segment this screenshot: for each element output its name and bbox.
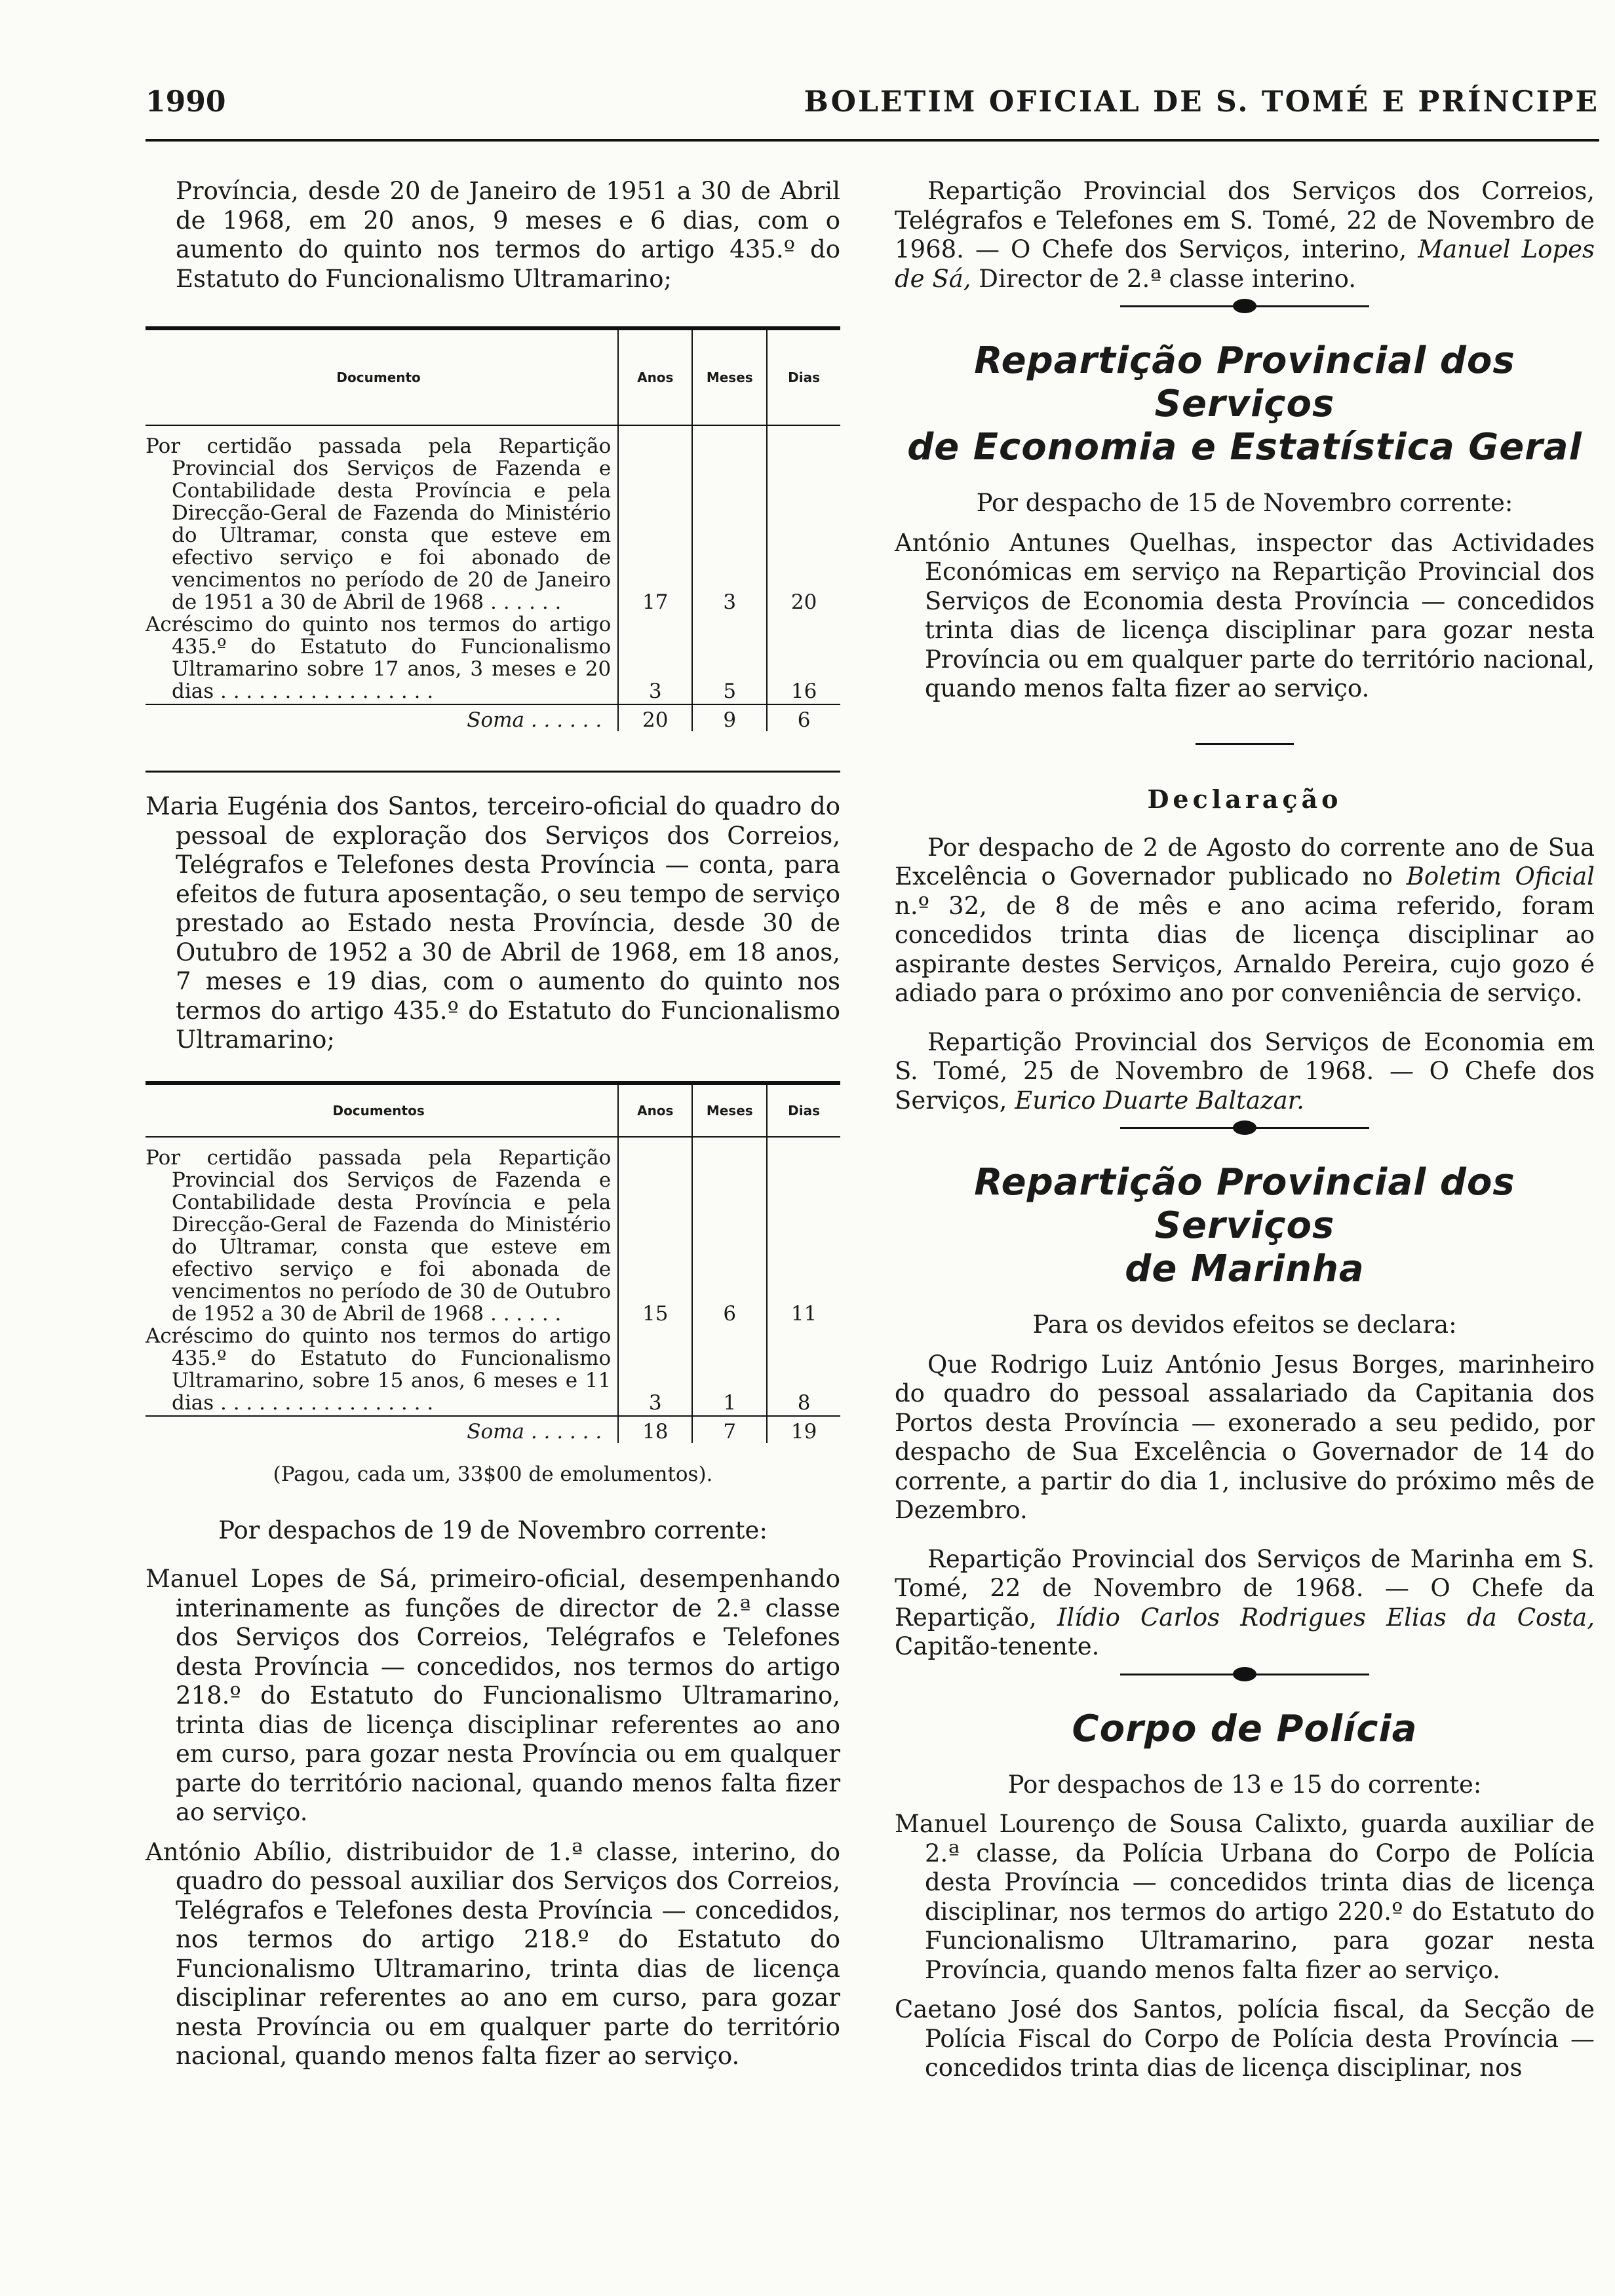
right-column xyxy=(895,177,1595,2083)
antonio-abilio-paragraph: António Abílio, distribuidor de 1.ª classe, interino, do quadro do pessoal auxiliar dos Serviços dos Correios, Telégrafos e Telefones desta Província — concedidos, nos termos do artigo 218.º do Estatuto do Funcionalismo Ultramarino, trinta dias de licença disciplinar referentes ao ano em curso, para gozar nesta Província ou em qualquer parte do território nacional, quando menos falta fizer ao serviço. xyxy=(146,1837,840,2070)
table-cell-meses: 3 xyxy=(692,425,767,613)
table-cell-meses: 5 xyxy=(692,613,767,704)
sum-anos: 20 xyxy=(618,704,692,731)
calixto-paragraph: Manuel Lourenço de Sousa Calixto, guarda auxiliar de 2.ª classe, da Polícia Urbana do Corpo de Polícia desta Província — concedidos trinta dias de licença disciplinar, nos termos do artigo 220.º do Estatuto do Funcionalismo Ultramarino, para gozar nesta Província, quando menos falta fizer ao serviço. xyxy=(895,1810,1595,1984)
service-table-1 xyxy=(146,326,840,731)
table-cell-anos: 3 xyxy=(618,1325,692,1416)
table-cell-dias: 11 xyxy=(767,1137,840,1325)
header-rule xyxy=(146,139,1599,142)
table-cell-anos: 15 xyxy=(618,1137,692,1325)
section-title-line-2: de Economia e Estatística Geral xyxy=(907,426,1582,469)
section-intro: Por despachos de 13 e 15 do corrente: xyxy=(1007,1770,1482,1799)
section-marinha xyxy=(895,1161,1595,1662)
correios-signature: Repartição Provincial dos Serviços dos Correios, Telégrafos e Telefones em S. Tomé, 22 de Novembro de 1968. — O Chefe dos Serviços, interino, Manuel Lopes de Sá, Director de 2.ª classe interino. xyxy=(895,177,1595,293)
table-cell-dias: 8 xyxy=(767,1325,840,1416)
section-title-line-2: de Marinha xyxy=(1125,1248,1365,1290)
table-cell-meses: 1 xyxy=(692,1325,767,1416)
section-title: Repartição Provincial dos Serviços xyxy=(974,1161,1515,1247)
table-cell-document: Por certidão passada pela Repartição Provincial dos Serviços de Fazenda e Contabilidade desta Província e pela Direcção-Geral de Fazenda do Ministério do Ultramar, consta que esteve em efectivo serviço e foi abonado de vencimentos no período de 20 de Janeiro de 1951 a 30 de Abril de 1968 . . . . . . xyxy=(146,434,612,614)
section-intro: Por despacho de 15 de Novembro corrente: xyxy=(976,489,1513,517)
table-cell-anos: 17 xyxy=(618,425,692,613)
section-policia xyxy=(895,1708,1595,2083)
table-cell-dias: 16 xyxy=(767,613,840,704)
sum-meses: 7 xyxy=(692,1416,767,1443)
table-header-dias: Dias xyxy=(767,328,840,425)
sum-label: Soma . . . . . . xyxy=(146,1416,618,1443)
table-row xyxy=(146,613,840,704)
table-header-documentos: Documentos xyxy=(146,1083,618,1137)
section-intro: Para os devidos efeitos se declara: xyxy=(1032,1311,1457,1339)
page-number: 1990 xyxy=(146,85,226,119)
left-column xyxy=(146,177,840,2071)
section-title: Corpo de Polícia xyxy=(1072,1707,1418,1750)
table-cell-document: Por certidão passada pela Repartição Provincial dos Serviços de Fazenda e Contabilidade desta Província e pela Direcção-Geral de Fazenda do Ministério do Ultramar, consta que esteve em efectivo serviço e foi abonada de vencimentos no período de 30 de Outubro de 1952 a 30 de Abril de 1968 . . . . . . xyxy=(146,1145,612,1326)
intro-paragraph: Província, desde 20 de Janeiro de 1951 a 30 de Abril de 1968, em 20 anos, 9 meses e 6 dias, com o aumento do quinto nos termos do artigo 435.º do Estatuto do Funcionalismo Ultramarino; xyxy=(176,177,840,293)
table-header-dias: Dias xyxy=(767,1083,840,1137)
manuel-paragraph: Manuel Lopes de Sá, primeiro-oficial, desempenhando interinamente as funções de director de 2.ª classe dos Serviços dos Correios, Telégrafos e Telefones desta Província — concedidos, nos termos do artigo 218.º do Estatuto do Funcionalismo Ultramarino, trinta dias de licença disciplinar referentes ao ano em curso, para gozar nesta Província ou em qualquer parte do território nacional, quando menos falta fizer ao serviço. xyxy=(146,1565,840,1826)
marinha-signature: Repartição Provincial dos Serviços de Marinha em S. Tomé, 22 de Novembro de 1968. — O Chefe da Repartição, Ilídio Carlos Rodrigues Elias da Costa, Capitão-tenente. xyxy=(895,1544,1595,1660)
section-economia xyxy=(895,339,1595,704)
sum-dias: 6 xyxy=(767,704,840,731)
borges-paragraph: Que Rodrigo Luiz António Jesus Borges, marinheiro do quadro do pessoal assalariado da Capitania dos Portos desta Província — exonerado a seu pedido, por despacho de Sua Excelência o Governador de 14 do corrente, a partir do dia 1, inclusive do próximo mês de Dezembro. xyxy=(895,1350,1595,1524)
table-1-bottom-rule xyxy=(146,771,840,773)
section-ornament xyxy=(1120,1662,1369,1688)
declaracao-title: Declaração xyxy=(1147,784,1342,814)
page-header xyxy=(146,85,1599,124)
table-sum-row xyxy=(146,1416,840,1443)
service-table-2 xyxy=(146,1081,840,1443)
table-cell-document: Acréscimo do quinto nos termos do artigo 435.º do Estatuto do Funcionalismo Ultramarino, sobre 15 anos, 6 meses e 11 dias . . . . . . . . . . . . . . . . . xyxy=(146,1324,612,1415)
table-header-anos: Anos xyxy=(618,1083,692,1137)
sum-meses: 9 xyxy=(692,704,767,731)
table-row xyxy=(146,425,840,613)
short-divider xyxy=(1196,743,1294,745)
quelhas-paragraph: António Antunes Quelhas, inspector das Actividades Económicas em serviço na Repartição Provincial dos Serviços de Economia desta Província — concedidos trinta dias de licença disciplinar para gozar nesta Província ou em qualquer parte do território nacional, quando menos falta fizer ao serviço. xyxy=(895,528,1595,702)
declaracao-paragraph: Por despacho de 2 de Agosto do corrente ano de Sua Excelência o Governador publicado no Boletim Oficial n.º 32, de 8 de mês e ano acima referido, foram concedidos trinta dias de licença disciplinar ao aspirante destes Serviços, Arnaldo Pereira, cujo gozo é adiado para o próximo ano por conveniência de serviço. xyxy=(895,833,1595,1007)
table-row xyxy=(146,1325,840,1416)
table-cell-anos: 3 xyxy=(618,613,692,704)
table-header-documento: Documento xyxy=(146,328,618,425)
table-cell-dias: 20 xyxy=(767,425,840,613)
economia-signature: Repartição Provincial dos Serviços de Economia em S. Tomé, 25 de Novembro de 1968. — O Chefe dos Serviços, Eurico Duarte Baltazar. xyxy=(895,1027,1595,1115)
maria-paragraph: Maria Eugénia dos Santos, terceiro-oficial do quadro do pessoal de exploração dos Serviços dos Correios, Telégrafos e Telefones desta Província — conta, para efeitos de futura aposentação, o seu tempo de serviço prestado ao Estado nesta Província, desde 30 de Outubro de 1952 a 30 de Abril de 1968, em 18 anos, 7 meses e 19 dias, com o aumento do quinto nos termos do artigo 435.º do Estatuto do Funcionalismo Ultramarino; xyxy=(146,792,840,1054)
section-ornament xyxy=(1120,294,1369,320)
table-cell-meses: 6 xyxy=(692,1137,767,1325)
emolument-note: (Pagou, cada um, 33$00 de emolumentos). xyxy=(273,1462,713,1486)
sum-dias: 19 xyxy=(767,1416,840,1443)
sum-label: Soma . . . . . . xyxy=(146,704,618,731)
section-ornament xyxy=(1120,1115,1369,1141)
table-header-anos: Anos xyxy=(618,328,692,425)
despachos-intro: Por despachos de 19 de Novembro corrente: xyxy=(218,1516,768,1544)
table-header-meses: Meses xyxy=(692,1083,767,1137)
sum-anos: 18 xyxy=(618,1416,692,1443)
table-row xyxy=(146,1137,840,1325)
table-sum-row xyxy=(146,704,840,731)
table-header-meses: Meses xyxy=(692,328,767,425)
table-cell-document: Acréscimo do quinto nos termos do artigo 435.º do Estatuto do Funcionalismo Ultramarino sobre 17 anos, 3 meses e 20 dias . . . . . . . . . . . . . . . . . xyxy=(146,613,612,703)
caetano-paragraph: Caetano José dos Santos, polícia fiscal, da Secção de Polícia Fiscal do Corpo de Polícia desta Província — concedidos trinta dias de licença disciplinar, nos xyxy=(895,1995,1595,2082)
section-title: Repartição Provincial dos Serviços xyxy=(974,339,1515,425)
running-title: BOLETIM OFICIAL DE S. TOMÉ E PRÍNCIPE xyxy=(804,85,1599,119)
